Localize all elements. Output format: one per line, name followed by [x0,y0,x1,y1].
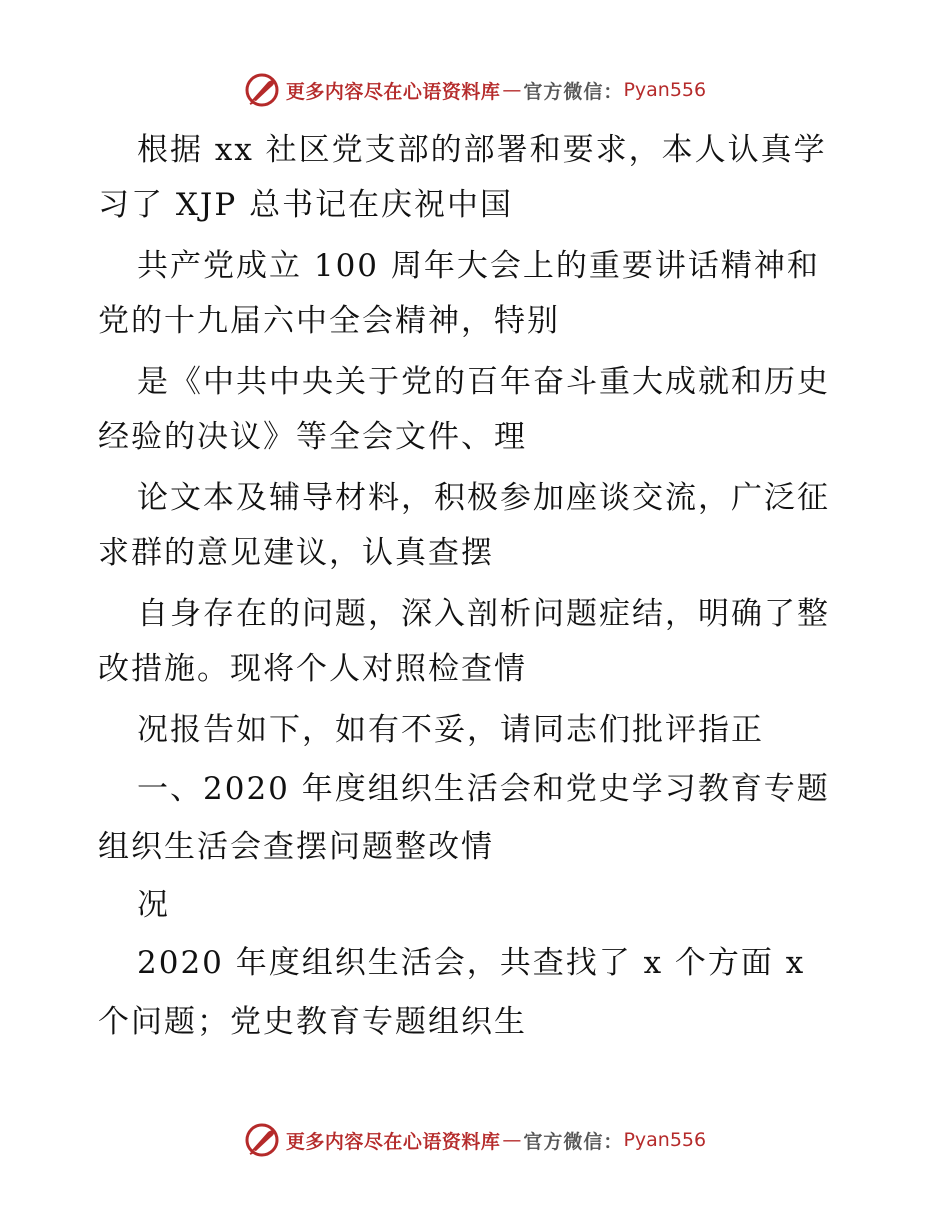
quill-logo-icon [244,1122,280,1158]
watermark-contact-id: Pyan556 [623,79,707,101]
quill-logo-icon [244,72,280,108]
watermark-dash: — [502,79,522,101]
watermark-slogan: 更多内容尽在心语资料库 [285,80,501,103]
body-line: 经验的决议》等全会文件、理 [98,419,527,455]
body-line: 求群的意见建议，认真查摆 [98,535,494,571]
watermark-contact-label: 官方微信： [523,80,624,103]
watermark-dash: — [502,1129,522,1151]
body-line: 党的十九届六中全会精神，特别 [98,303,560,339]
body-line: 自身存在的问题，深入剖析问题症结，明确了整 [137,596,830,632]
body-line: 个问题；党史教育专题组织生 [98,1004,527,1040]
body-line: 况报告如下，如有不妥，请同志们批评指正 [137,712,764,748]
body-line: 2020 年度组织生活会，共查找了 x 个方面 x [137,945,806,981]
body-line: 改措施。现将个人对照检查情 [98,651,527,687]
body-line: 论文本及辅导材料，积极参加座谈交流，广泛征 [137,480,830,516]
section-heading-line: 组织生活会查摆问题整改情 [98,829,494,865]
watermark-contact-id: Pyan556 [623,1129,707,1151]
watermark-contact-label: 官方微信： [523,1130,624,1153]
section-heading-line: 一、2020 年度组织生活会和党史学习教育专题 [137,771,830,807]
header-watermark-banner [0,68,950,112]
watermark-slogan: 更多内容尽在心语资料库 [285,1130,501,1153]
body-line: 习了 XJP 总书记在庆祝中国 [98,187,514,223]
footer-watermark-banner [0,1118,950,1162]
section-heading-line: 况 [137,887,170,923]
body-line: 是《中共中央关于党的百年奋斗重大成就和历史 [137,364,830,400]
body-line: 根据 xx 社区党支部的部署和要求，本人认真学 [137,132,827,168]
body-line: 共产党成立 100 周年大会上的重要讲话精神和 [137,248,820,284]
